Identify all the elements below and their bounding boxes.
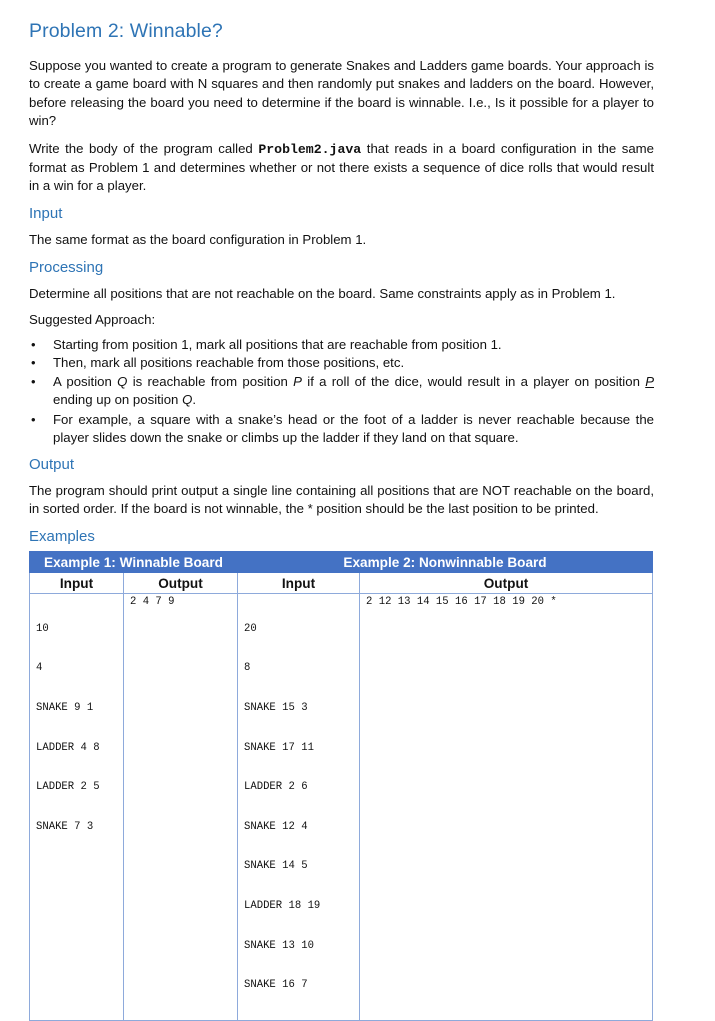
- code-line: LADDER 4 8: [36, 741, 100, 754]
- code-line: 4: [36, 662, 43, 675]
- bullet-text: Starting from position 1, mark all positions that are reachable from position 1.: [53, 337, 502, 353]
- processing-heading: Processing: [29, 259, 104, 277]
- code-line: SNAKE 14 5: [244, 860, 308, 873]
- bullet-text: For example, a square with a snake’s head or the foot of a ladder is never reachable because the player slides down the snake or climbs up the ladder if they land on that square.: [53, 411, 654, 446]
- code-line: 2 4 7 9: [130, 596, 175, 609]
- bullet-marker: •: [31, 411, 36, 427]
- example1-input-header: Input: [30, 573, 124, 594]
- example1-title: Example 1: Winnable Board: [30, 552, 238, 573]
- bullet-text-part: ending up on position: [53, 392, 183, 408]
- code-line: 8: [244, 662, 251, 675]
- intro-paragraph: Suppose you wanted to create a program to generate Snakes and Ladders game boards. Your approach is to create a game board with N squares and then randomly put snakes and ladders on the board. However, before releasing the board you need to determine if the board is winnable. I.e., Is it possible for a player to win?: [29, 58, 654, 129]
- program-filename: Problem2.java: [258, 141, 362, 157]
- position-q: Q: [182, 392, 193, 408]
- input-heading: Input: [29, 204, 63, 222]
- example2-title: Example 2: Nonwinnable Board: [238, 552, 653, 573]
- code-line: LADDER 2 6: [244, 781, 308, 794]
- document-page: [29, 20, 654, 1021]
- output-heading: Output: [29, 455, 75, 473]
- bullet-text: Then, mark all positions reachable from those positions, etc.: [53, 355, 405, 371]
- example1-input-cell: [30, 594, 124, 1021]
- bullet-text-part: .: [192, 392, 196, 408]
- bullet-marker: •: [31, 373, 36, 389]
- list-item: [29, 336, 654, 354]
- example2-output-cell: [360, 594, 653, 1021]
- example1-output-cell: [124, 594, 238, 1021]
- input-text: The same format as the board configuration in Problem 1.: [29, 231, 367, 247]
- position-p: P: [293, 373, 302, 389]
- code-line: LADDER 2 5: [36, 781, 100, 794]
- code-line: 10: [36, 622, 49, 635]
- examples-table: [29, 551, 653, 1021]
- position-q: Q: [117, 373, 128, 389]
- code-line: SNAKE 12 4: [244, 820, 308, 833]
- code-line: SNAKE 17 11: [244, 741, 314, 754]
- bullet-text-part: if a roll of the dice, would result in a player on position: [301, 373, 646, 389]
- code-line: SNAKE 13 10: [244, 939, 314, 952]
- task-paragraph: [29, 140, 654, 196]
- code-line: SNAKE 16 7: [244, 979, 308, 992]
- code-line: SNAKE 9 1: [36, 701, 94, 714]
- position-p-underlined: P: [645, 373, 654, 389]
- bullet-marker: •: [31, 355, 36, 371]
- page-title: Problem 2: Winnable?: [29, 20, 223, 42]
- output-text: The program should print output a single line containing all positions that are NOT reachable on the board, in sorted order. If the board is not winnable, the * position should be the last position to be printed.: [29, 482, 654, 516]
- table-row: [30, 594, 653, 1021]
- code-line: SNAKE 15 3: [244, 701, 308, 714]
- list-item: [29, 411, 654, 448]
- task-text-before: Write the body of the program called: [29, 140, 259, 156]
- bullet-text: [53, 374, 654, 407]
- example1-output-header: Output: [124, 573, 238, 594]
- table-row: [30, 573, 653, 594]
- list-item: [29, 354, 654, 372]
- code-line: SNAKE 7 3: [36, 820, 94, 833]
- code-line: LADDER 18 19: [244, 899, 321, 912]
- example2-output-header: Output: [360, 573, 653, 594]
- example2-input-header: Input: [238, 573, 360, 594]
- bullet-marker: •: [31, 337, 36, 353]
- task-text-after: that reads in a board configuration in the same format as Problem 1 and determines whether or not there exists a sequence of dice rolls that would result in a win for a player.: [29, 140, 654, 194]
- code-line: 20: [244, 622, 257, 635]
- bullet-text-part: A position: [53, 373, 118, 389]
- list-item: [29, 373, 654, 410]
- suggested-approach-label: Suggested Approach:: [29, 311, 156, 327]
- examples-heading: Examples: [29, 528, 95, 546]
- code-line: 2 12 13 14 15 16 17 18 19 20 *: [366, 596, 557, 609]
- processing-text: Determine all positions that are not reachable on the board. Same constraints apply as in Problem 1.: [29, 286, 616, 302]
- table-row: [30, 552, 653, 573]
- bullet-text-part: is reachable from position: [127, 373, 294, 389]
- approach-bullet-list: [29, 336, 654, 447]
- example2-input-cell: [238, 594, 360, 1021]
